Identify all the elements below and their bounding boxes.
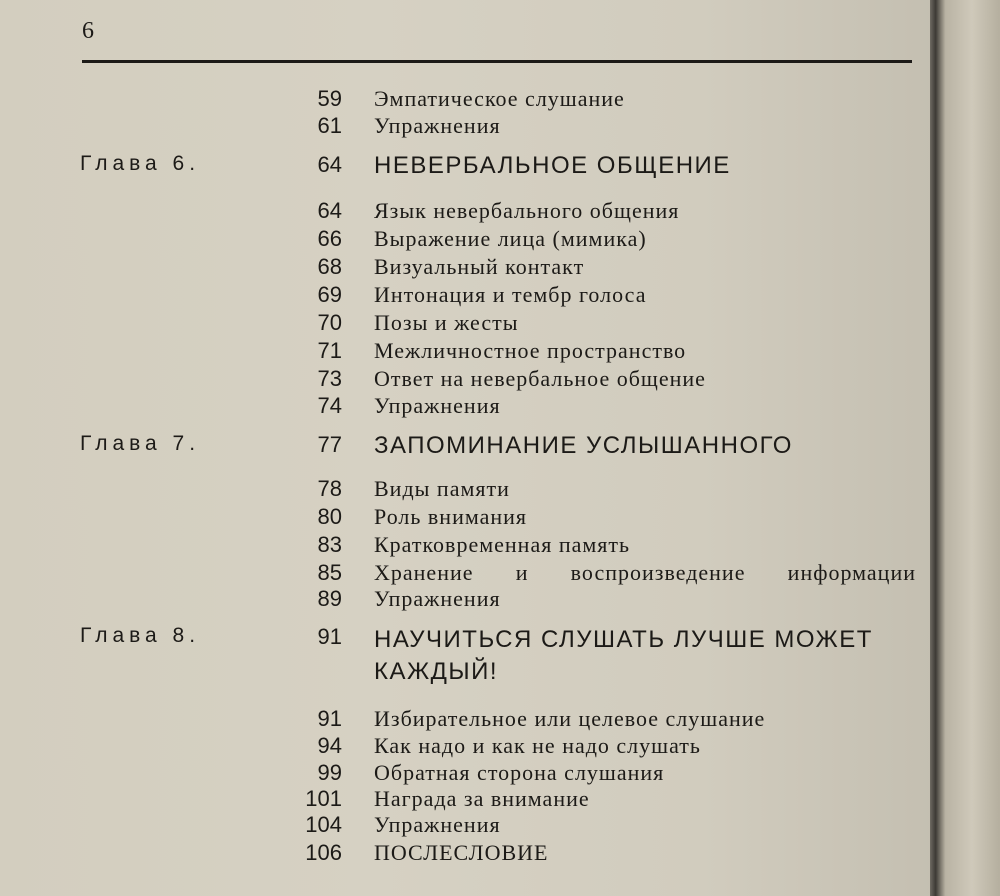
toc-page-number: 71 (317, 338, 342, 363)
toc-title: Как надо и как не надо слушать (374, 733, 701, 758)
toc-entry (0, 786, 935, 814)
toc-title: Награда за внимание (374, 786, 590, 811)
toc-page-number: 61 (317, 113, 342, 138)
toc-chapter-8 (0, 624, 935, 685)
toc-page-number: 91 (317, 706, 342, 731)
toc-page-number: 80 (317, 504, 342, 529)
toc-title: Обратная сторона слушания (374, 760, 665, 785)
toc-page-number: 99 (317, 760, 342, 785)
toc-title: Интонация и тембр голоса (374, 282, 647, 307)
toc-title: Эмпатическое слушание (374, 86, 625, 111)
toc-title: Избирательное или целевое слушание (374, 706, 766, 731)
book-spine-edge (930, 0, 1000, 896)
toc-entry (0, 476, 935, 504)
toc-page-number: 64 (317, 198, 342, 223)
toc-page-number: 78 (317, 476, 342, 501)
page-number: 6 (82, 18, 94, 44)
toc-chapter-7 (0, 432, 935, 460)
toc-title: Роль внимания (374, 504, 528, 529)
toc-title: Позы и жесты (374, 310, 519, 335)
toc-title: Виды памяти (374, 476, 510, 501)
toc-page-number: 77 (317, 432, 342, 457)
toc-title: Выражение лица (мимика) (374, 226, 647, 251)
chapter-label: Глава 8. (80, 624, 201, 647)
toc-page-number: 85 (317, 560, 342, 585)
toc-page-number: 89 (317, 586, 342, 611)
toc-page-number: 106 (305, 840, 342, 865)
toc-title: Упражнения (374, 393, 501, 418)
toc-page-number: 59 (317, 86, 342, 111)
toc-title: Упражнения (374, 812, 501, 837)
toc-entry (0, 198, 935, 226)
toc-title: Упражнения (374, 586, 501, 611)
toc-entry (0, 113, 935, 141)
toc-page-number: 101 (305, 786, 342, 811)
toc-page-number: 83 (317, 532, 342, 557)
toc-entry (0, 760, 935, 788)
toc-title: Визуальный контакт (374, 254, 585, 279)
toc-entry (0, 706, 935, 734)
toc-entry (0, 338, 935, 366)
toc-entry (0, 226, 935, 254)
toc-entry (0, 86, 935, 114)
toc-entry (0, 504, 935, 532)
toc-title: ПОСЛЕСЛОВИЕ (374, 840, 549, 865)
toc-page-number: 94 (317, 733, 342, 758)
toc-entry (0, 366, 935, 394)
toc-chapter-6 (0, 152, 935, 180)
chapter-title: НАУЧИТЬСЯ СЛУШАТЬ ЛУЧШЕ МОЖЕТ КАЖДЫЙ! (374, 626, 873, 685)
toc-page-number: 69 (317, 282, 342, 307)
toc-entry (0, 282, 935, 310)
header-rule (82, 60, 912, 63)
toc-title: Язык невербального общения (374, 198, 680, 223)
toc-entry (0, 560, 935, 588)
toc-entry (0, 254, 935, 282)
toc-title: Ответ на невербальное общение (374, 366, 706, 391)
toc-page-number: 70 (317, 310, 342, 335)
toc-page-number: 73 (317, 366, 342, 391)
toc-entry (0, 840, 935, 868)
toc-page-number: 64 (317, 152, 342, 177)
chapter-label: Глава 7. (80, 432, 201, 455)
toc-entry (0, 733, 935, 761)
chapter-title: ЗАПОМИНАНИЕ УСЛЫШАННОГО (374, 432, 793, 459)
chapter-label: Глава 6. (80, 152, 201, 175)
toc-entry (0, 532, 935, 560)
chapter-title: НЕВЕРБАЛЬНОЕ ОБЩЕНИЕ (374, 152, 731, 179)
toc-entry (0, 310, 935, 338)
toc-entry (0, 586, 935, 614)
toc-page-number: 91 (317, 624, 342, 649)
toc-entry (0, 393, 935, 421)
toc-title: Межличностное пространство (374, 338, 687, 363)
toc-page-number: 68 (317, 254, 342, 279)
toc-page-number: 74 (317, 393, 342, 418)
toc-page-number: 66 (317, 226, 342, 251)
toc-title: Упражнения (374, 113, 501, 138)
toc-page-number: 104 (305, 812, 342, 837)
toc-entry (0, 812, 935, 840)
toc-title: Хранение и воспроизведение информации (374, 560, 916, 585)
toc-title: Кратковременная память (374, 532, 631, 557)
